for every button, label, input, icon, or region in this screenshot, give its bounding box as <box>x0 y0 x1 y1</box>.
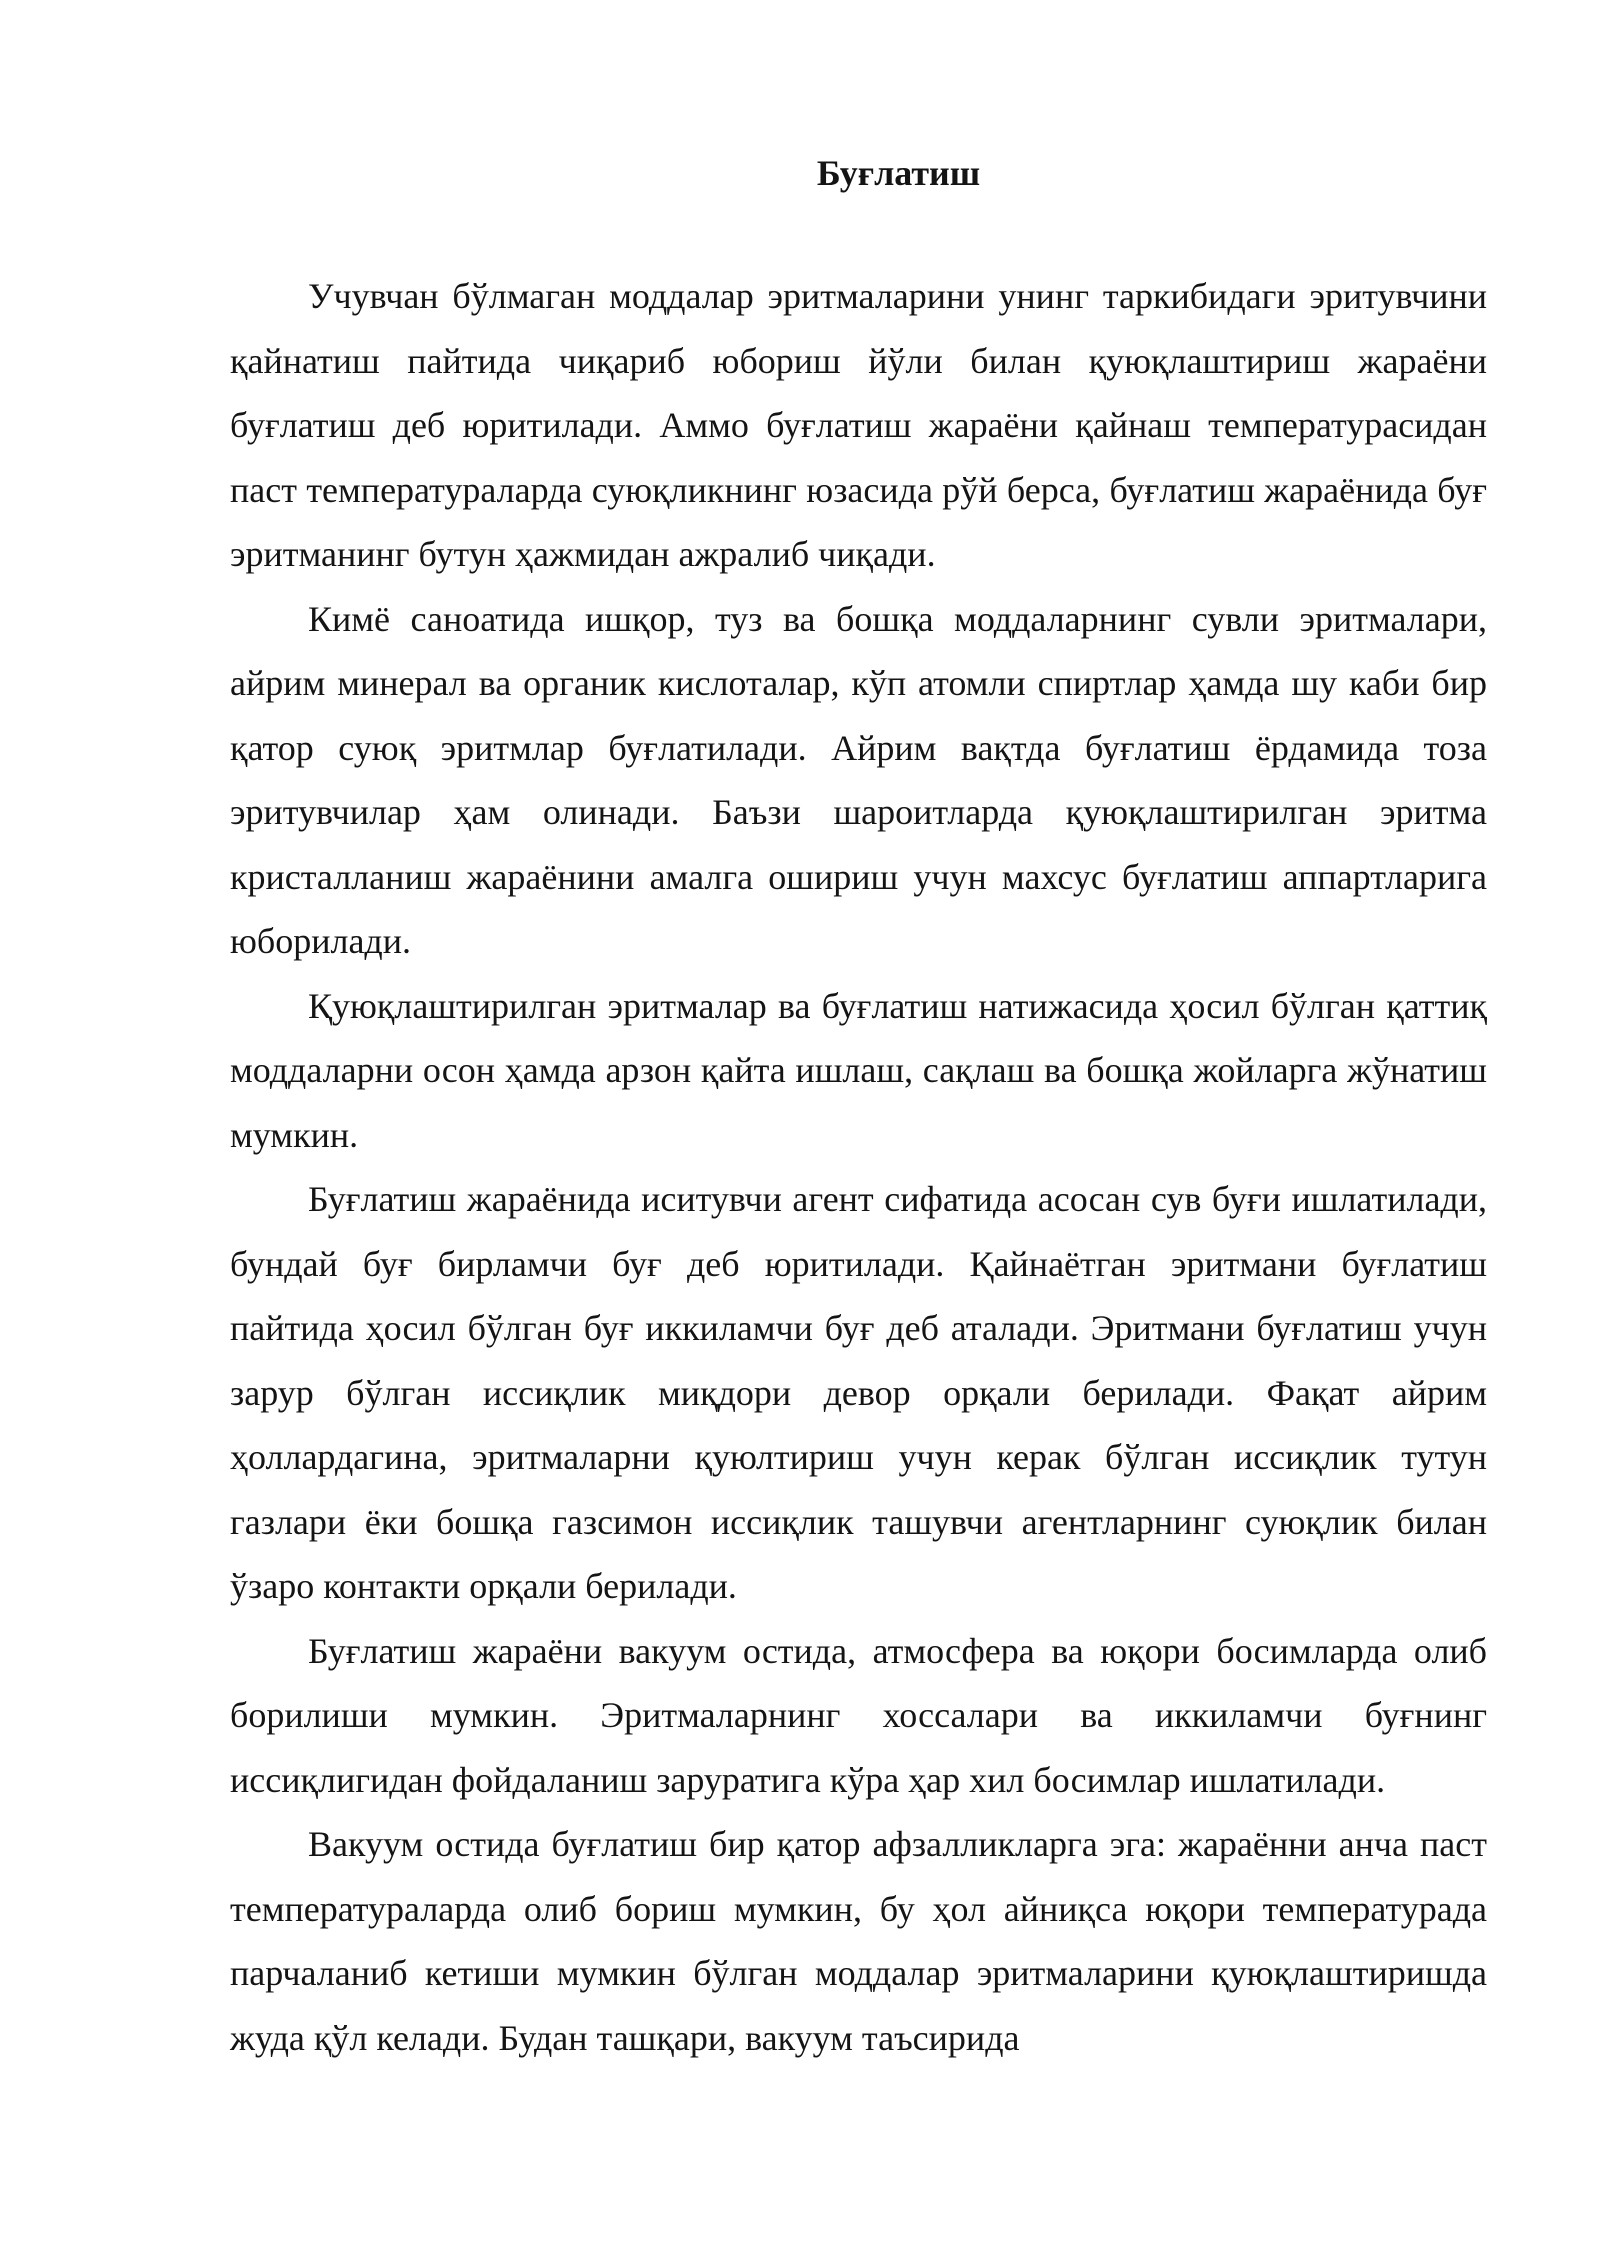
paragraph-5: Буғлатиш жараёни вакуум остида, атмосфера ва юқори босимларда олиб борилиши мумкин. Эритмаларнинг хоссалари ва иккиламчи буғнинг иссиқлигидан фойдаланиш заруратига кўра ҳар хил босимлар ишлатилади. <box>230 1630 1487 1800</box>
paragraph-3: Қуюқлаштирилган эритмалар ва буғлатиш натижасида ҳосил бўлган қаттиқ моддаларни осон ҳамда арзон қайта ишлаш, сақлаш ва бошқа жойларга жўнатиш мумкин. <box>230 985 1487 1155</box>
document-title: Буғлатиш <box>816 153 981 193</box>
paragraph-4: Буғлатиш жараёнида иситувчи агент сифатида асосан сув буғи ишлатилади, бундай буғ бирламчи буғ деб юритилади. Қайнаётган эритмани буғлатиш пайтида ҳосил бўлган буғ иккиламчи буғ деб аталади. Эритмани буғлатиш учун зарур бўлган иссиқлик миқдори девор орқали берилади. Фақат айрим ҳоллардагина, эритмаларни қуюлтириш учун керак бўлган иссиқлик тутун газлари ёки бошқа газсимон иссиқлик ташувчи агентларнинг суюқлик билан ўзаро контакти орқали берилади. <box>230 1179 1487 1606</box>
document-body <box>230 150 1487 2070</box>
paragraph-1: Учувчан бўлмаган моддалар эритмаларини унинг таркибидаги эритувчини қайнатиш пайтида чиқариб юбориш йўли билан қуюқлаштириш жараёни буғлатиш деб юритилади. Аммо буғлатиш жараёни қайнаш температурасидан паст температураларда суюқликнинг юзасида рўй берса, буғлатиш жараёнида буғ эритманинг бутун ҳажмидан ажралиб чиқади. <box>230 276 1487 574</box>
paragraph-6: Вакуум остида буғлатиш бир қатор афзалликларга эга: жараённи анча паст температураларда олиб бориш мумкин, бу ҳол айниқса юқори температурада парчаланиб кетиши мумкин бўлган моддалар эритмаларини қуюқлаштиришда жуда қўл келади. Будан ташқари, вакуум таъсирида <box>230 1824 1487 2058</box>
paragraph-2: Кимё саноатида ишқор, туз ва бошқа моддаларнинг сувли эритмалари, айрим минерал ва органик кислоталар, кўп атомли спиртлар ҳамда шу каби бир қатор суюқ эритмлар буғлатилади. Айрим вақтда буғлатиш ёрдамида тоза эритувчилар ҳам олинади. Баъзи шароитларда қуюқлаштирилган эритма кристалланиш жараёнини амалга ошириш учун махсус буғлатиш аппартларига юборилади. <box>230 598 1487 961</box>
